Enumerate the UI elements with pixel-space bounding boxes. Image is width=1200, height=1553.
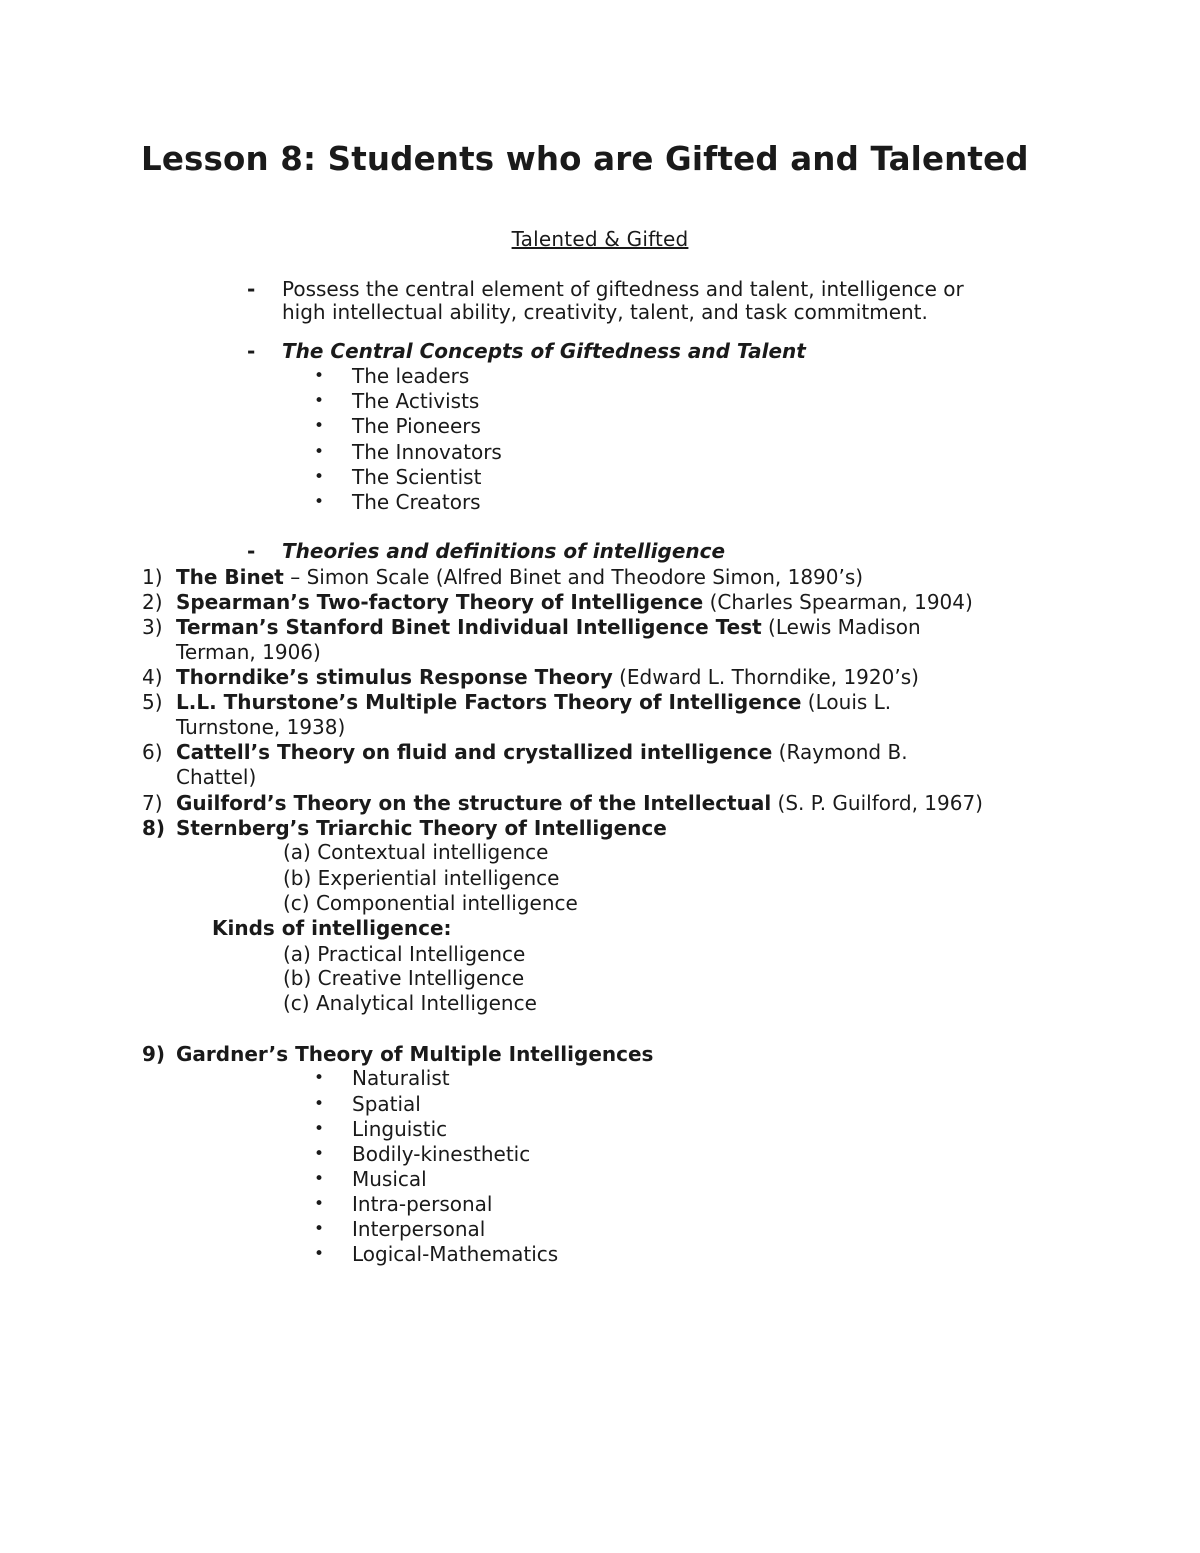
- item-number: 5): [142, 690, 163, 714]
- list-item: The Innovators: [352, 440, 502, 464]
- theory-detail: (Lewis Madison: [761, 615, 921, 639]
- item-number: 1): [142, 565, 163, 589]
- gardner-heading: Gardner’s Theory of Multiple Intelligences: [176, 1042, 654, 1066]
- theories-heading: Theories and definitions of intelligence: [282, 539, 726, 563]
- list-item: The Creators: [352, 490, 481, 514]
- list-item: Naturalist: [352, 1066, 450, 1090]
- theory-item: [176, 665, 919, 690]
- bullet-marker: •: [314, 391, 325, 411]
- bullet-marker: •: [314, 416, 325, 436]
- bullet-marker: •: [314, 1244, 325, 1264]
- list-item: The leaders: [352, 364, 470, 388]
- theory-detail-continued: Turnstone, 1938): [176, 715, 346, 739]
- bullet-marker: •: [314, 1144, 325, 1164]
- item-number: 4): [142, 665, 163, 689]
- bullet-marker: •: [314, 1219, 325, 1239]
- theory-item: [176, 690, 891, 715]
- theory-detail: (Charles Spearman, 1904): [703, 590, 973, 614]
- list-item: Bodily-kinesthetic: [352, 1142, 531, 1166]
- list-item: The Activists: [352, 389, 480, 413]
- theory-detail: – Simon Scale (Alfred Binet and Theodore Simon, 1890’s): [283, 565, 864, 589]
- theory-detail: (Edward L. Thorndike, 1920’s): [612, 665, 919, 689]
- list-item: Linguistic: [352, 1117, 448, 1141]
- list-item: The Scientist: [352, 465, 482, 489]
- list-item: (a) Contextual intelligence: [283, 840, 549, 864]
- bullet-marker: •: [314, 1119, 325, 1139]
- possess-line-1: Possess the central element of giftedness and talent, intelligence or: [282, 277, 964, 301]
- section-subtitle: Talented & Gifted: [511, 227, 689, 251]
- theory-item: [176, 740, 908, 765]
- theory-name: L.L. Thurstone’s Multiple Factors Theory of Intelligence: [176, 690, 802, 714]
- theory-name: Thorndike’s stimulus Response Theory: [176, 665, 613, 689]
- list-item: Interpersonal: [352, 1217, 486, 1241]
- theory-detail-continued: Chattel): [176, 765, 257, 789]
- theory-item: [176, 615, 921, 640]
- bullet-marker: •: [314, 467, 325, 487]
- dash-marker: -: [247, 277, 256, 301]
- theory-item: [176, 791, 983, 816]
- theory-detail-continued: Terman, 1906): [176, 640, 321, 664]
- theory-name: The Binet: [176, 565, 284, 589]
- list-item: (c) Componential intelligence: [283, 891, 578, 915]
- central-concepts-heading: The Central Concepts of Giftedness and Talent: [282, 339, 806, 363]
- possess-line-2: high intellectual ability, creativity, talent, and task commitment.: [282, 300, 928, 324]
- bullet-marker: •: [314, 1068, 325, 1088]
- theory-name: Cattell’s Theory on fluid and crystallized intelligence: [176, 740, 773, 764]
- list-item: (b) Creative Intelligence: [283, 966, 525, 990]
- theory-detail: (Raymond B.: [772, 740, 908, 764]
- page-title: Lesson 8: Students who are Gifted and Talented: [141, 140, 1029, 178]
- list-item: (a) Practical Intelligence: [283, 942, 526, 966]
- theory-name: Spearman’s Two-factory Theory of Intelligence: [176, 590, 704, 614]
- theory-detail: (Louis L.: [801, 690, 892, 714]
- item-number: 2): [142, 590, 163, 614]
- theory-item: [176, 590, 973, 615]
- list-item: Intra-personal: [352, 1192, 493, 1216]
- list-item: Musical: [352, 1167, 427, 1191]
- list-item: Logical-Mathematics: [352, 1242, 559, 1266]
- bullet-marker: •: [314, 1094, 325, 1114]
- bullet-marker: •: [314, 1194, 325, 1214]
- list-item: (b) Experiential intelligence: [283, 866, 560, 890]
- item-number: 8): [142, 816, 166, 840]
- dash-marker: -: [247, 339, 256, 363]
- bullet-marker: •: [314, 1169, 325, 1189]
- sternberg-heading: Sternberg’s Triarchic Theory of Intelligence: [176, 816, 667, 840]
- item-number: 6): [142, 740, 163, 764]
- list-item: The Pioneers: [352, 414, 481, 438]
- list-item: Spatial: [352, 1092, 421, 1116]
- theory-name: Guilford’s Theory on the structure of the Intellectual: [176, 791, 772, 815]
- theory-item: [176, 565, 863, 590]
- bullet-marker: •: [314, 442, 325, 462]
- theory-name: Terman’s Stanford Binet Individual Intelligence Test: [176, 615, 762, 639]
- list-item: (c) Analytical Intelligence: [283, 991, 537, 1015]
- dash-marker: -: [247, 539, 256, 563]
- bullet-marker: •: [314, 492, 325, 512]
- item-number: 9): [142, 1042, 166, 1066]
- theory-detail: (S. P. Guilford, 1967): [771, 791, 983, 815]
- item-number: 3): [142, 615, 163, 639]
- kinds-heading: Kinds of intelligence:: [212, 916, 452, 940]
- item-number: 7): [142, 791, 163, 815]
- bullet-marker: •: [314, 366, 325, 386]
